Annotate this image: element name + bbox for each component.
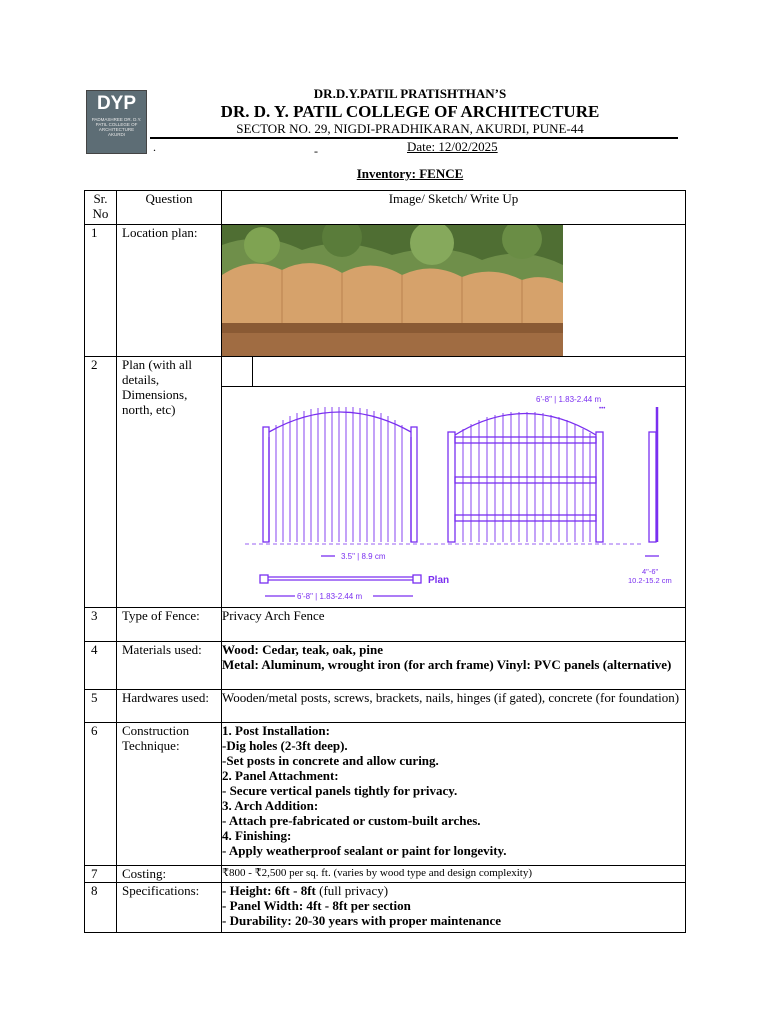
- row-number: 6: [85, 723, 117, 866]
- answer-cell: Wooden/metal posts, screws, brackets, nails, hinges (if gated), concrete (for foundation): [222, 690, 686, 723]
- technique-line: -Dig holes (2-3ft deep).: [222, 738, 348, 753]
- table-row: [85, 357, 686, 608]
- question-cell: Location plan:: [117, 225, 222, 357]
- table-row: [85, 866, 686, 883]
- dim-side-label-1: 4"-6": [642, 567, 659, 576]
- answer-cell: [222, 357, 686, 608]
- dim-top-label: 6'-8" | 1.83-2.44 m: [536, 395, 602, 404]
- technique-line: 2. Panel Attachment:: [222, 768, 339, 783]
- dim-post-label: 3.5" | 8.9 cm: [341, 552, 386, 561]
- empty-subcell: [222, 357, 685, 387]
- row-number: 7: [85, 866, 117, 883]
- logo-text: DYP: [96, 93, 137, 114]
- technique-line: 3. Arch Addition:: [222, 798, 319, 813]
- letterhead: [0, 0, 768, 190]
- stray-dot: .: [153, 140, 156, 154]
- row-number: 1: [85, 225, 117, 357]
- college-logo: [86, 90, 147, 154]
- answer-cell: [222, 883, 686, 933]
- inventory-title: Inventory: FENCE: [356, 166, 464, 181]
- question-cell: Construction Technique:: [117, 723, 222, 866]
- table-row: [85, 225, 686, 357]
- answer-cell: [222, 225, 686, 357]
- answer-cell: Privacy Arch Fence: [222, 608, 686, 642]
- document-date: Date: 12/02/2025: [407, 139, 498, 154]
- answer-cell: [222, 642, 686, 690]
- answer-cell: [222, 723, 686, 866]
- dim-side-label-2: 10.2-15.2 cm: [628, 576, 672, 585]
- spec-durability: - Durability: 20-30 years with proper maintenance: [222, 913, 501, 928]
- row-number: 8: [85, 883, 117, 933]
- question-cell: Costing:: [117, 866, 222, 883]
- question-cell: Specifications:: [117, 883, 222, 933]
- stray-dash: -: [314, 144, 318, 158]
- trust-name: DR.D.Y.PATIL PRATISHTHAN’S: [313, 86, 507, 101]
- fence-plan-drawing: [223, 387, 686, 604]
- col-sr-header: Sr. No: [85, 191, 117, 225]
- table-row: [85, 883, 686, 933]
- spec-height: [222, 883, 685, 898]
- table-row: [85, 608, 686, 642]
- question-cell: Hardwares used:: [117, 690, 222, 723]
- col-answer-header: Image/ Sketch/ Write Up: [222, 191, 686, 225]
- materials-metal-vinyl: Metal: Aluminum, wrought iron (for arch frame) Vinyl: PVC panels (alternative): [222, 657, 672, 672]
- technique-line: 4. Finishing:: [222, 828, 292, 843]
- spec-height-value: - Height: 6ft - 8ft: [222, 883, 316, 898]
- logo-subtext: PADMASHREE DR. D.Y. PATIL COLLEGE OF ARCHITECTURE AKURDI: [91, 117, 142, 137]
- college-name: DR. D. Y. PATIL COLLEGE OF ARCHITECTURE: [220, 102, 600, 121]
- technique-line: - Attach pre-fabricated or custom-built arches.: [222, 813, 481, 828]
- technique-line: - Secure vertical panels tightly for privacy.: [222, 783, 458, 798]
- spec-height-note: (full privacy): [315, 883, 389, 898]
- col-question-header: Question: [117, 191, 222, 225]
- row-number: 3: [85, 608, 117, 642]
- dim-plan-label: 6'-8" | 1.83-2.44 m: [297, 592, 363, 601]
- college-address: SECTOR NO. 29, NIGDI-PRADHIKARAN, AKURDI, PUNE-44: [236, 121, 584, 136]
- question-cell: Materials used:: [117, 642, 222, 690]
- dim-top-sub: •••: [599, 406, 606, 412]
- table-header-row: [85, 191, 686, 225]
- question-cell: Plan (with all details, Dimensions, north, etc): [117, 357, 222, 608]
- row-number: 4: [85, 642, 117, 690]
- inventory-table: [84, 190, 686, 933]
- materials-wood: Wood: Cedar, teak, oak, pine: [222, 642, 383, 657]
- row-number: 5: [85, 690, 117, 723]
- technique-line: 1. Post Installation:: [222, 723, 330, 738]
- row-number: 2: [85, 357, 117, 608]
- technique-line: - Apply weatherproof sealant or paint for longevity.: [222, 843, 507, 858]
- technique-line: -Set posts in concrete and allow curing.: [222, 753, 439, 768]
- table-row: [85, 723, 686, 866]
- question-cell: Type of Fence:: [117, 608, 222, 642]
- answer-cell: ₹800 - ₹2,500 per sq. ft. (varies by wood type and design complexity): [222, 866, 686, 883]
- plan-label: Plan: [428, 575, 450, 586]
- spec-panel-width: - Panel Width: 4ft - 8ft per section: [222, 898, 411, 913]
- table-row: [85, 690, 686, 723]
- fence-photo: [222, 225, 563, 356]
- table-row: [85, 642, 686, 690]
